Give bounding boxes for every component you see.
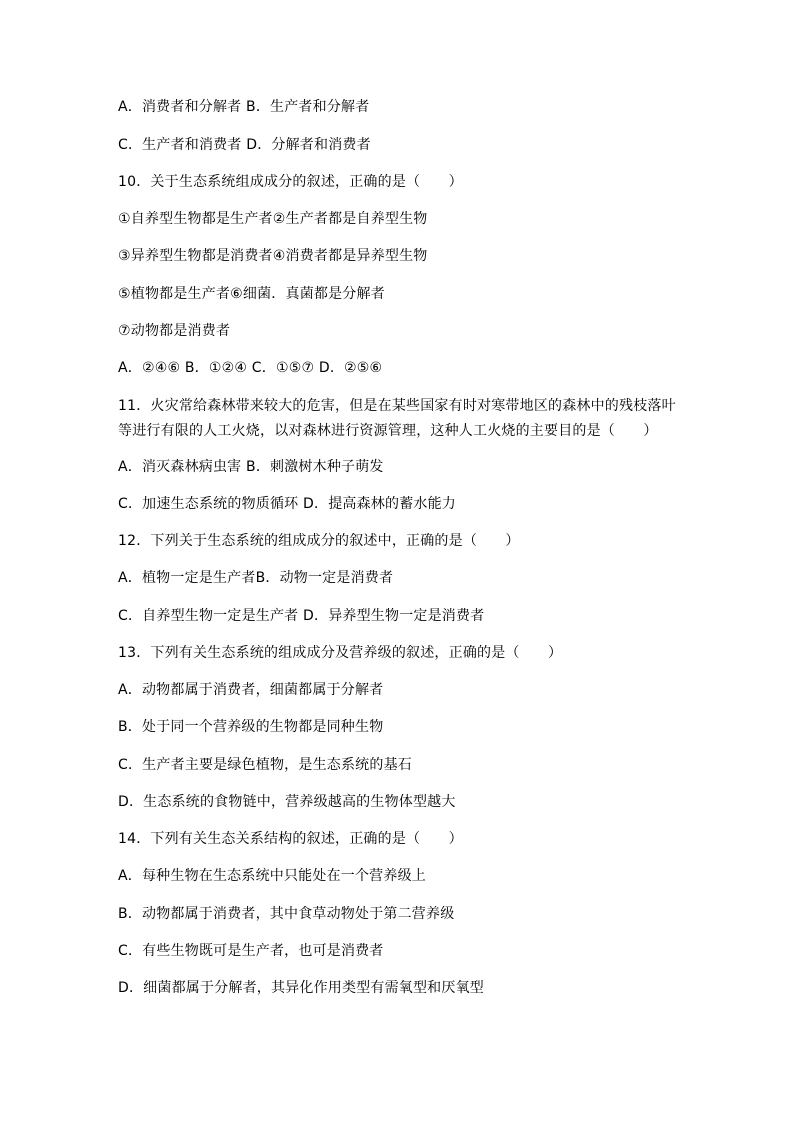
q10-statement-1-2: ①自养型生物都是生产者②生产者都是自养型生物 — [118, 211, 428, 227]
q14-option-b: B．动物都属于消费者，其中食草动物处于第二营养级 — [118, 906, 455, 922]
q9-options-cd: C．生产者和消费者 D．分解者和消费者 — [118, 137, 371, 153]
q11-stem: 11．火灾常给森林带来较大的危害，但是在某些国家有时对寒带地区的森林中的残枝落叶等进行有限的人工火烧，以对森林进行资源管理，这种人工火烧的主要目的是（ ） — [118, 398, 676, 439]
q10-statement-5-6: ⑤植物都是生产者⑥细菌．真菌都是分解者 — [118, 286, 385, 302]
q14-option-d: D．细菌都属于分解者，其异化作用类型有需氧型和厌氧型 — [118, 980, 484, 996]
q14-stem: 14．下列有关生态关系结构的叙述，正确的是（ ） — [118, 831, 463, 847]
q13-option-a: A．动物都属于消费者，细菌都属于分解者 — [118, 682, 384, 698]
q14-option-a: A．每种生物在生态系统中只能处在一个营养级上 — [118, 868, 426, 884]
q10-stem: 10．关于生态系统组成成分的叙述，正确的是（ ） — [118, 174, 463, 190]
q11-options-cd: C．加速生态系统的物质循环 D．提高森林的蓄水能力 — [118, 496, 457, 512]
q13-option-b: B．处于同一个营养级的生物都是同种生物 — [118, 719, 384, 735]
q13-option-c: C．生产者主要是绿色植物，是生态系统的基石 — [118, 757, 412, 773]
q10-options: A．②④⑥ B．①②④ C．①⑤⑦ D．②⑤⑥ — [118, 360, 383, 376]
q9-options-ab: A．消费者和分解者 B．生产者和分解者 — [118, 99, 370, 115]
q11-options-ab: A．消灭森林病虫害 B．刺激树木种子萌发 — [118, 459, 384, 475]
q14-option-c: C．有些生物既可是生产者，也可是消费者 — [118, 943, 384, 959]
q13-option-d: D．生态系统的食物链中，营养级越高的生物体型越大 — [118, 794, 456, 810]
q10-statement-3-4: ③异养型生物都是消费者④消费者都是异养型生物 — [118, 248, 428, 264]
q13-stem: 13．下列有关生态系统的组成成分及营养级的叙述，正确的是（ ） — [118, 645, 563, 661]
q12-options-ab: A．植物一定是生产者B．动物一定是消费者 — [118, 570, 394, 586]
q12-options-cd: C．自养型生物一定是生产者 D．异养型生物一定是消费者 — [118, 608, 485, 624]
q12-stem: 12．下列关于生态系统的组成成分的叙述中，正确的是（ ） — [118, 533, 520, 549]
q10-statement-7: ⑦动物都是消费者 — [118, 323, 231, 339]
